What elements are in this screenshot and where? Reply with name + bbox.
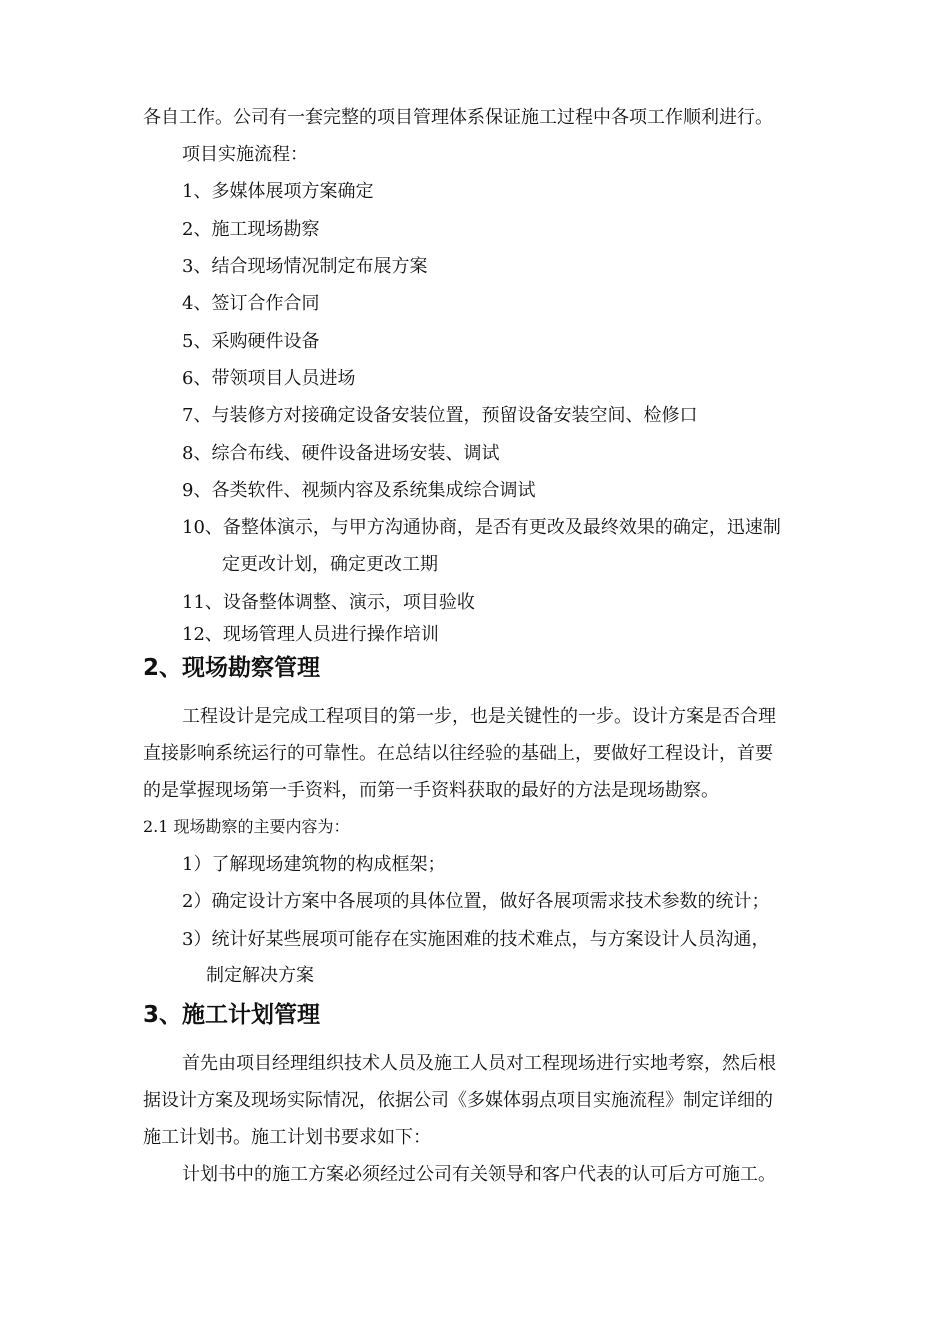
sub-heading: 2.1 现场勘察的主要内容为： — [143, 817, 350, 836]
flow-step: 9、各类软件、视频内容及系统集成综合调试 — [182, 480, 536, 501]
flow-step: 7、与装修方对接确定设备安装位置，预留设备安装空间、检修口 — [182, 405, 698, 426]
section-heading: 2、现场勘察管理 — [143, 655, 321, 681]
paragraph-line: 首先由项目经理组织技术人员及施工人员对工程现场进行实地考察，然后根 — [182, 1053, 776, 1074]
flow-step: 12、现场管理人员进行操作培训 — [182, 624, 439, 645]
list-item: 1）了解现场建筑物的构成框架； — [182, 854, 446, 875]
paragraph-line: 的是掌握现场第一手资料，而第一手资料获取的最好的方法是现场勘察。 — [143, 780, 719, 801]
intro-continuation: 各自工作。公司有一套完整的项目管理体系保证施工过程中各项工作顺利进行。 — [143, 107, 773, 128]
list-item: 3）统计好某些展项可能存在实施困难的技术难点，与方案设计人员沟通， — [182, 929, 770, 950]
flow-step: 6、带领项目人员进场 — [182, 368, 356, 389]
flow-step: 11、设备整体调整、演示，项目验收 — [182, 592, 475, 613]
paragraph-line: 据设计方案及现场实际情况，依据公司《多媒体弱点项目实施流程》制定详细的 — [143, 1090, 773, 1111]
flow-step: 10、备整体演示，与甲方沟通协商，是否有更改及最终效果的确定，迅速制 — [182, 517, 781, 538]
flow-step: 3、结合现场情况制定布展方案 — [182, 256, 428, 277]
flow-step: 8、综合布线、硬件设备进场安装、调试 — [182, 443, 500, 464]
flow-step: 1、多媒体展项方案确定 — [182, 181, 374, 202]
paragraph-line: 直接影响系统运行的可靠性。在总结以往经验的基础上，要做好工程设计，首要 — [143, 743, 773, 764]
paragraph-line: 工程设计是完成工程项目的第一步，也是关键性的一步。设计方案是否合理 — [182, 706, 776, 727]
flow-title: 项目实施流程： — [182, 144, 308, 165]
paragraph-line: 施工计划书。施工计划书要求如下： — [143, 1127, 431, 1148]
flow-step: 4、签订合作合同 — [182, 293, 320, 314]
list-item-continuation: 制定解决方案 — [206, 965, 314, 986]
list-item: 2）确定设计方案中各展项的具体位置，做好各展项需求技术参数的统计； — [182, 891, 770, 912]
flow-step: 2、施工现场勘察 — [182, 219, 320, 240]
flow-step-continuation: 定更改计划，确定更改工期 — [222, 554, 438, 575]
flow-step: 5、采购硬件设备 — [182, 331, 320, 352]
paragraph-line: 计划书中的施工方案必须经过公司有关领导和客户代表的认可后方可施工。 — [182, 1164, 776, 1185]
section-heading: 3、施工计划管理 — [143, 1002, 321, 1028]
